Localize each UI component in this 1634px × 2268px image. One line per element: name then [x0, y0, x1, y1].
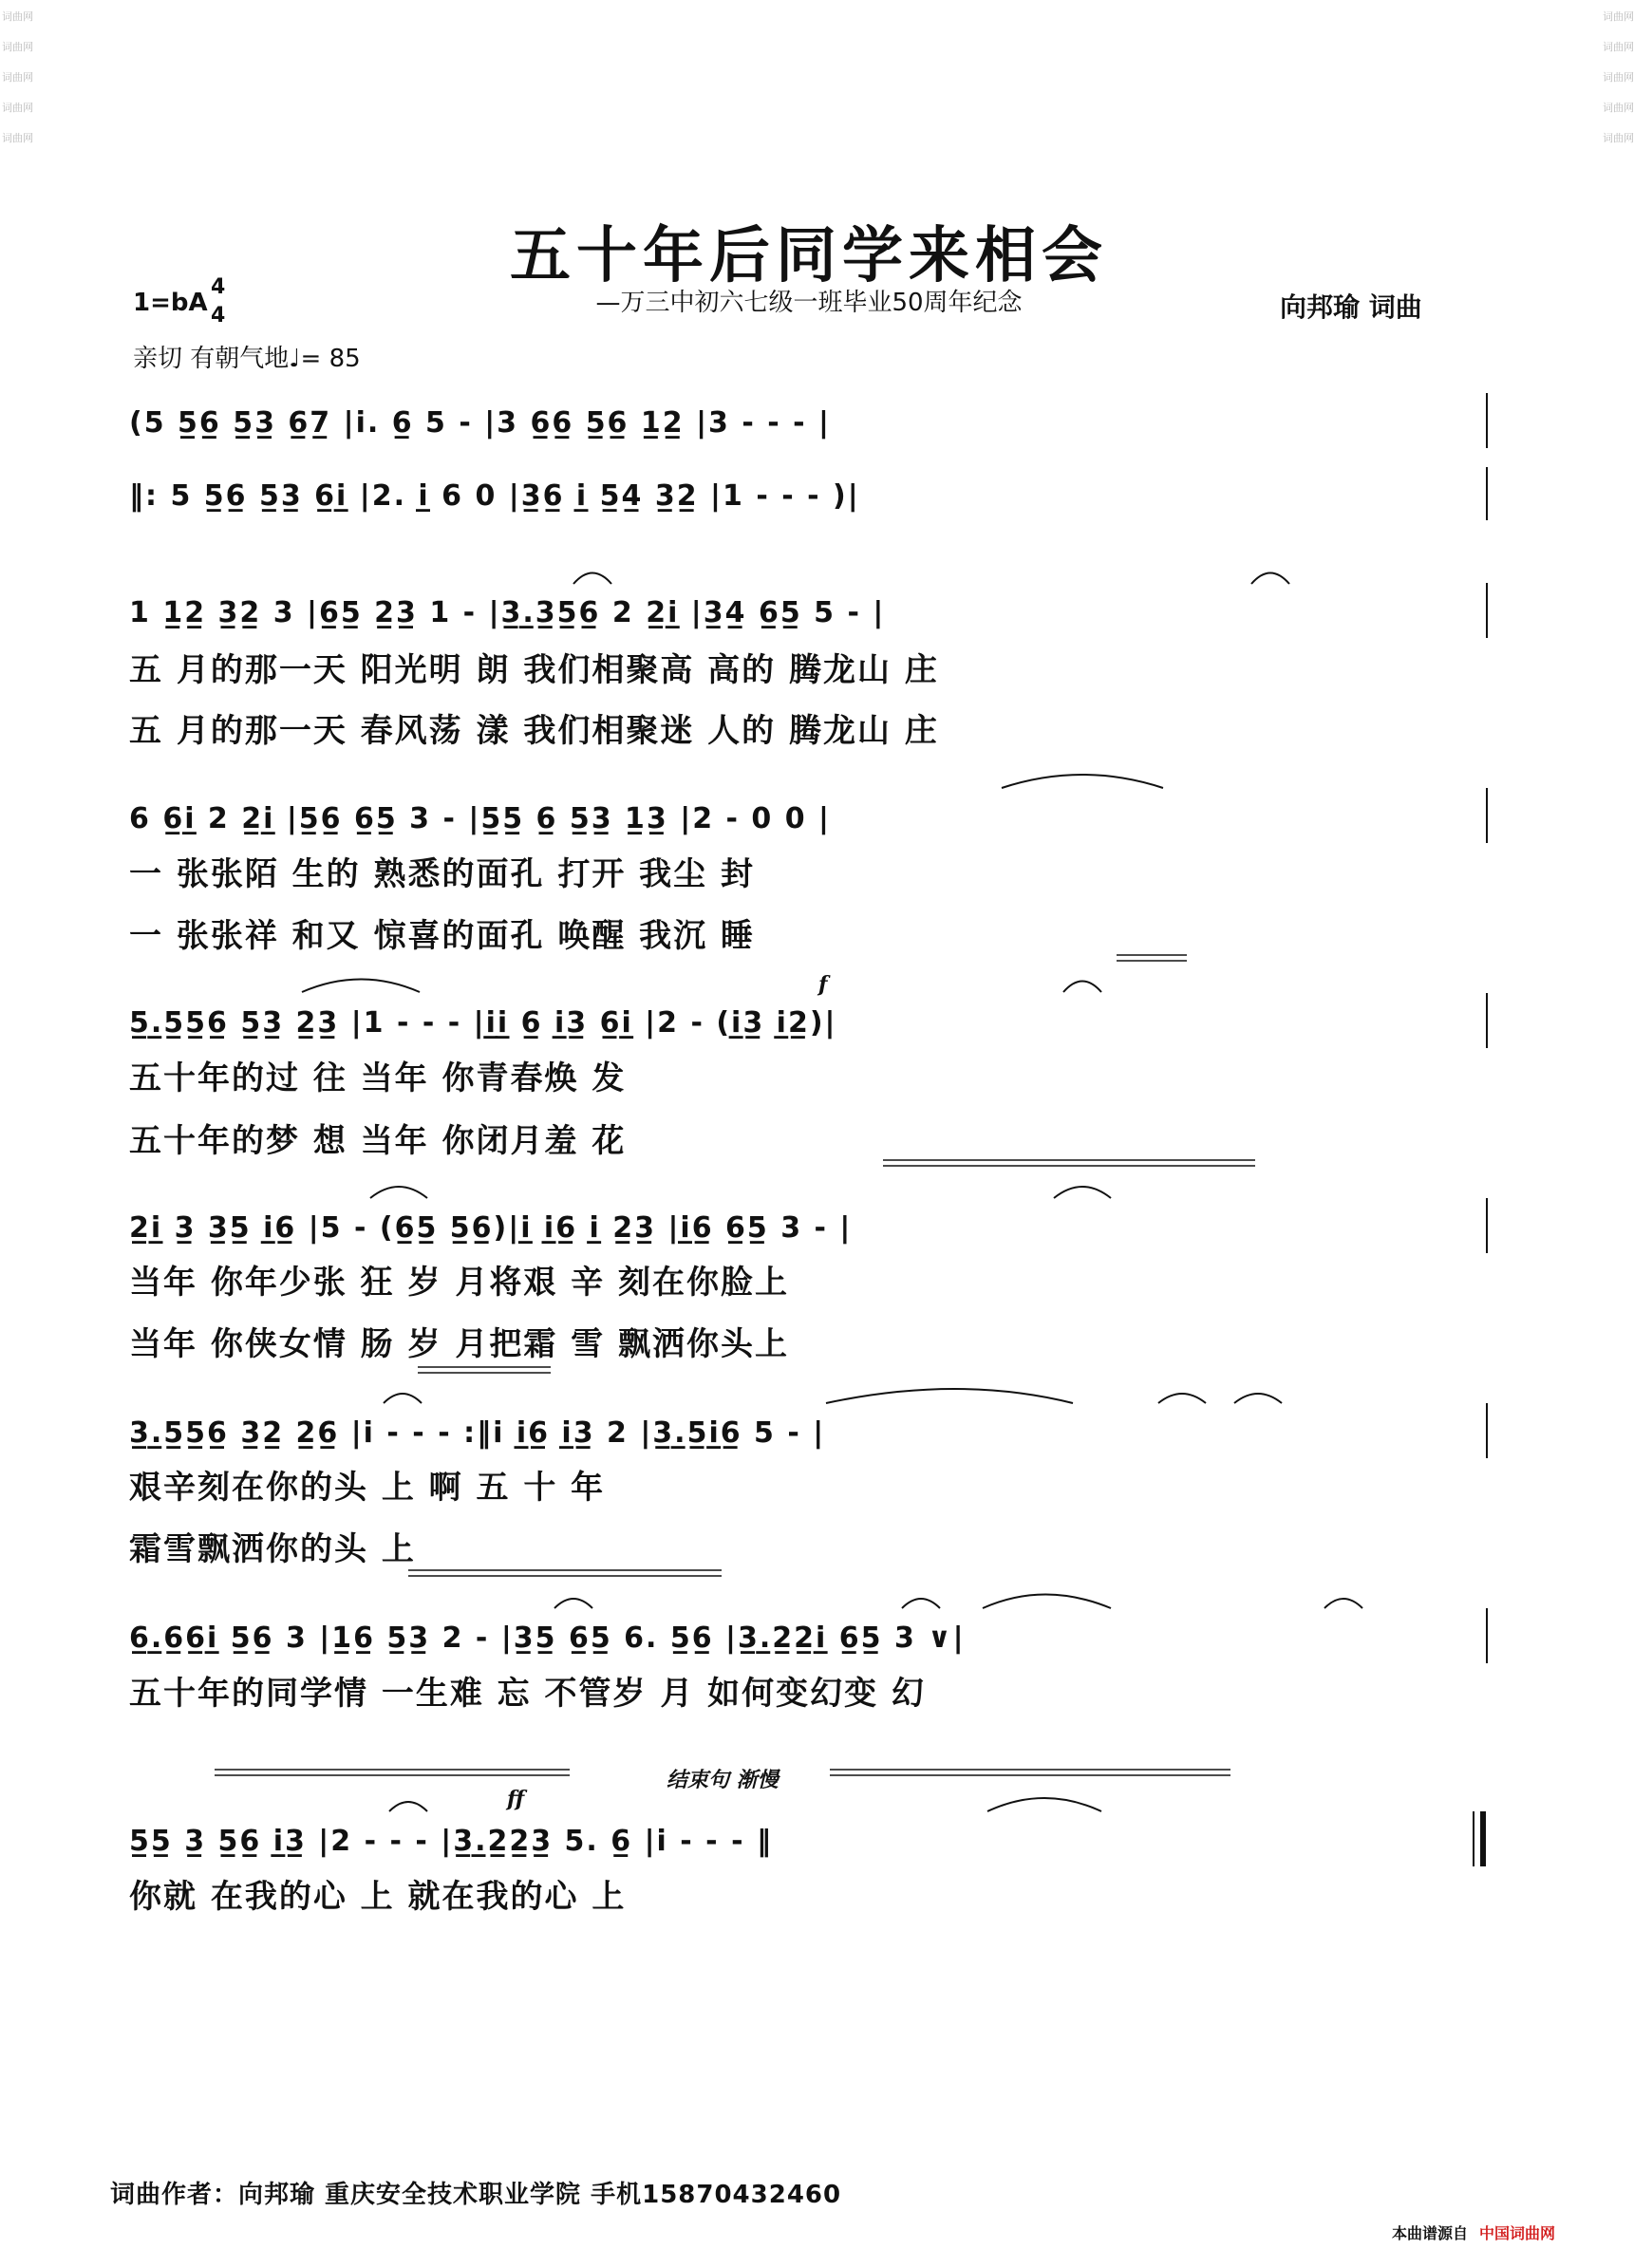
source-attribution	[1392, 2221, 1555, 2243]
source-link[interactable]: 中国词曲网	[1479, 2224, 1556, 2242]
slur	[1251, 573, 1289, 585]
slur	[1054, 1187, 1111, 1198]
slur	[983, 1595, 1111, 1609]
system-8-lyric-1: 五十年的同学情 一生难 忘 不管岁 月 如何变幻变 幻	[129, 1675, 927, 1713]
slur	[554, 1599, 592, 1608]
key-signature: 1=bA	[133, 289, 208, 317]
ending-tempo-text: 结束句 渐慢	[667, 1768, 779, 1792]
slur	[1234, 1394, 1282, 1403]
tempo-text: 亲切 有朝气地	[133, 345, 290, 373]
system-9-lyric-1: 你就 在我的心 上 就在我的心 上	[129, 1878, 627, 1916]
tempo-value: ♩= 85	[289, 345, 361, 373]
system-5-notes: 5̲.̲5̲5̲6̲ 5̲3̲ 2̲3̲ |1 - - - |i̲i̲ 6̲ i̲3̲ 6̲i̲ |2 - (i̲3̲ i̲2̲)|	[129, 1006, 837, 1040]
fortissimo-marking: ff	[507, 1787, 525, 1811]
forte-marking: f	[818, 972, 828, 997]
song-title: 五十年后同学来相会	[510, 220, 1108, 291]
system-3-lyric-1: 五 月的那一天 阳光明 朗 我们相聚高 高的 腾龙山 庄	[129, 651, 939, 689]
footer-credit: 词曲作者：向邦瑜 重庆安全技术职业学院 手机15870432460	[110, 2181, 842, 2209]
slur	[902, 1599, 940, 1608]
system-2-notes: ‖: 5 5̲6̲ 5̲3̲ 6̲i̲ |2. i̲ 6 0 |3̲6̲ i̲ 5̲4̲ 3̲2̲ |1 - - - )|	[129, 479, 860, 513]
right-watermark: 词曲网 词曲网 词曲网 词曲网 词曲网	[1603, 10, 1634, 144]
system-6-lyric-2: 当年 你侠女情 肠 岁 月把霜 雪 飘洒你头上	[129, 1325, 790, 1363]
system-6-lyric-1: 当年 你年少张 狂 岁 月将艰 辛 刻在你脸上	[129, 1264, 790, 1302]
system-7-lyric-2: 霜雪飘洒你的头 上	[129, 1530, 416, 1568]
slur	[1063, 982, 1101, 993]
slurs	[302, 573, 1362, 1812]
slur	[384, 1394, 422, 1403]
system-7-notes: 3̲.̲5̲5̲6̲ 3̲2̲ 2̲6̲ |i - - - :‖i i̲6̲ i̲3̲ 2 |3̲.̲5̲i̲6̲ 5 - |	[129, 1416, 826, 1450]
system-8-notes: 6̲.̲6̲6̲i̲ 5̲6̲ 3 |1̲6̲ 5̲3̲ 2 - |3̲5̲ 6̲5̲ 6. 5̲6̲ |3̲.̲2̲2̲i̲ 6̲5̲ 3 ∨|	[129, 1621, 966, 1655]
slur	[389, 1802, 427, 1811]
bar-lines	[1474, 393, 1487, 1866]
slur	[1158, 1394, 1206, 1403]
crescendo-lines	[215, 955, 1255, 1775]
composer-credit: 向邦瑜 词曲	[1280, 291, 1422, 323]
left-watermark: 词曲网 词曲网 词曲网 词曲网 词曲网	[2, 10, 33, 144]
system-5-lyric-1: 五十年的过 往 当年 你青春焕 发	[129, 1059, 627, 1097]
system-9-notes: 5̲5̲ 3̲ 5̲6̲ i̲3̲ |2 - - - |3̲.̲2̲2̲3̲ 5. 6̲ |i - - - ‖	[129, 1825, 773, 1858]
slur	[826, 1389, 1073, 1403]
system-4-notes: 6 6̲i̲ 2 2̲i̲ |5̲6̲ 6̲5̲ 3 - |5̲5̲ 6̲ 5̲3̲ 1̲3̲ |2 - 0 0 |	[129, 802, 832, 835]
system-5-lyric-2: 五十年的梦 想 当年 你闭月羞 花	[129, 1122, 627, 1160]
slur	[987, 1798, 1101, 1811]
slur	[1324, 1599, 1362, 1608]
slur	[1002, 775, 1163, 788]
slur	[302, 980, 420, 993]
time-signature-bottom: 4	[211, 304, 226, 328]
system-7-lyric-1: 艰辛刻在你的头 上 啊 五 十 年	[129, 1469, 606, 1507]
slur	[573, 573, 611, 585]
system-3-notes: 1 1̲2̲ 3̲2̲ 3 |6̲5̲ 2̲3̲ 1 - |3̲.̲3̲5̲6̲ 2 2̲i̲ |3̲4̲ 6̲5̲ 5 - |	[129, 596, 886, 629]
system-6-notes: 2̲i̲ 3̲ 3̲5̲ i̲6̲ |5 - (6̲5̲ 5̲6̲)|i̲ i̲6̲ i̲ 2̲3̲ |i̲6̲ 6̲5̲ 3 - |	[129, 1211, 853, 1245]
time-signature-top: 4	[211, 275, 226, 299]
system-1-notes: (5 5̲6̲ 5̲3̲ 6̲7̲ |i. 6̲ 5 - |3 6̲6̲ 5̲6̲ 1̲2̲ |3 - - - |	[129, 406, 831, 440]
slur	[370, 1187, 427, 1198]
song-subtitle: —万三中初六七级一班毕业50周年纪念	[595, 289, 1023, 317]
system-3-lyric-2: 五 月的那一天 春风荡 漾 我们相聚迷 人的 腾龙山 庄	[129, 712, 939, 750]
system-4-lyric-1: 一 张张陌 生的 熟悉的面孔 打开 我尘 封	[129, 855, 756, 893]
source-label: 本曲谱源自	[1392, 2224, 1469, 2242]
system-4-lyric-2: 一 张张祥 和又 惊喜的面孔 唤醒 我沉 睡	[129, 917, 756, 955]
